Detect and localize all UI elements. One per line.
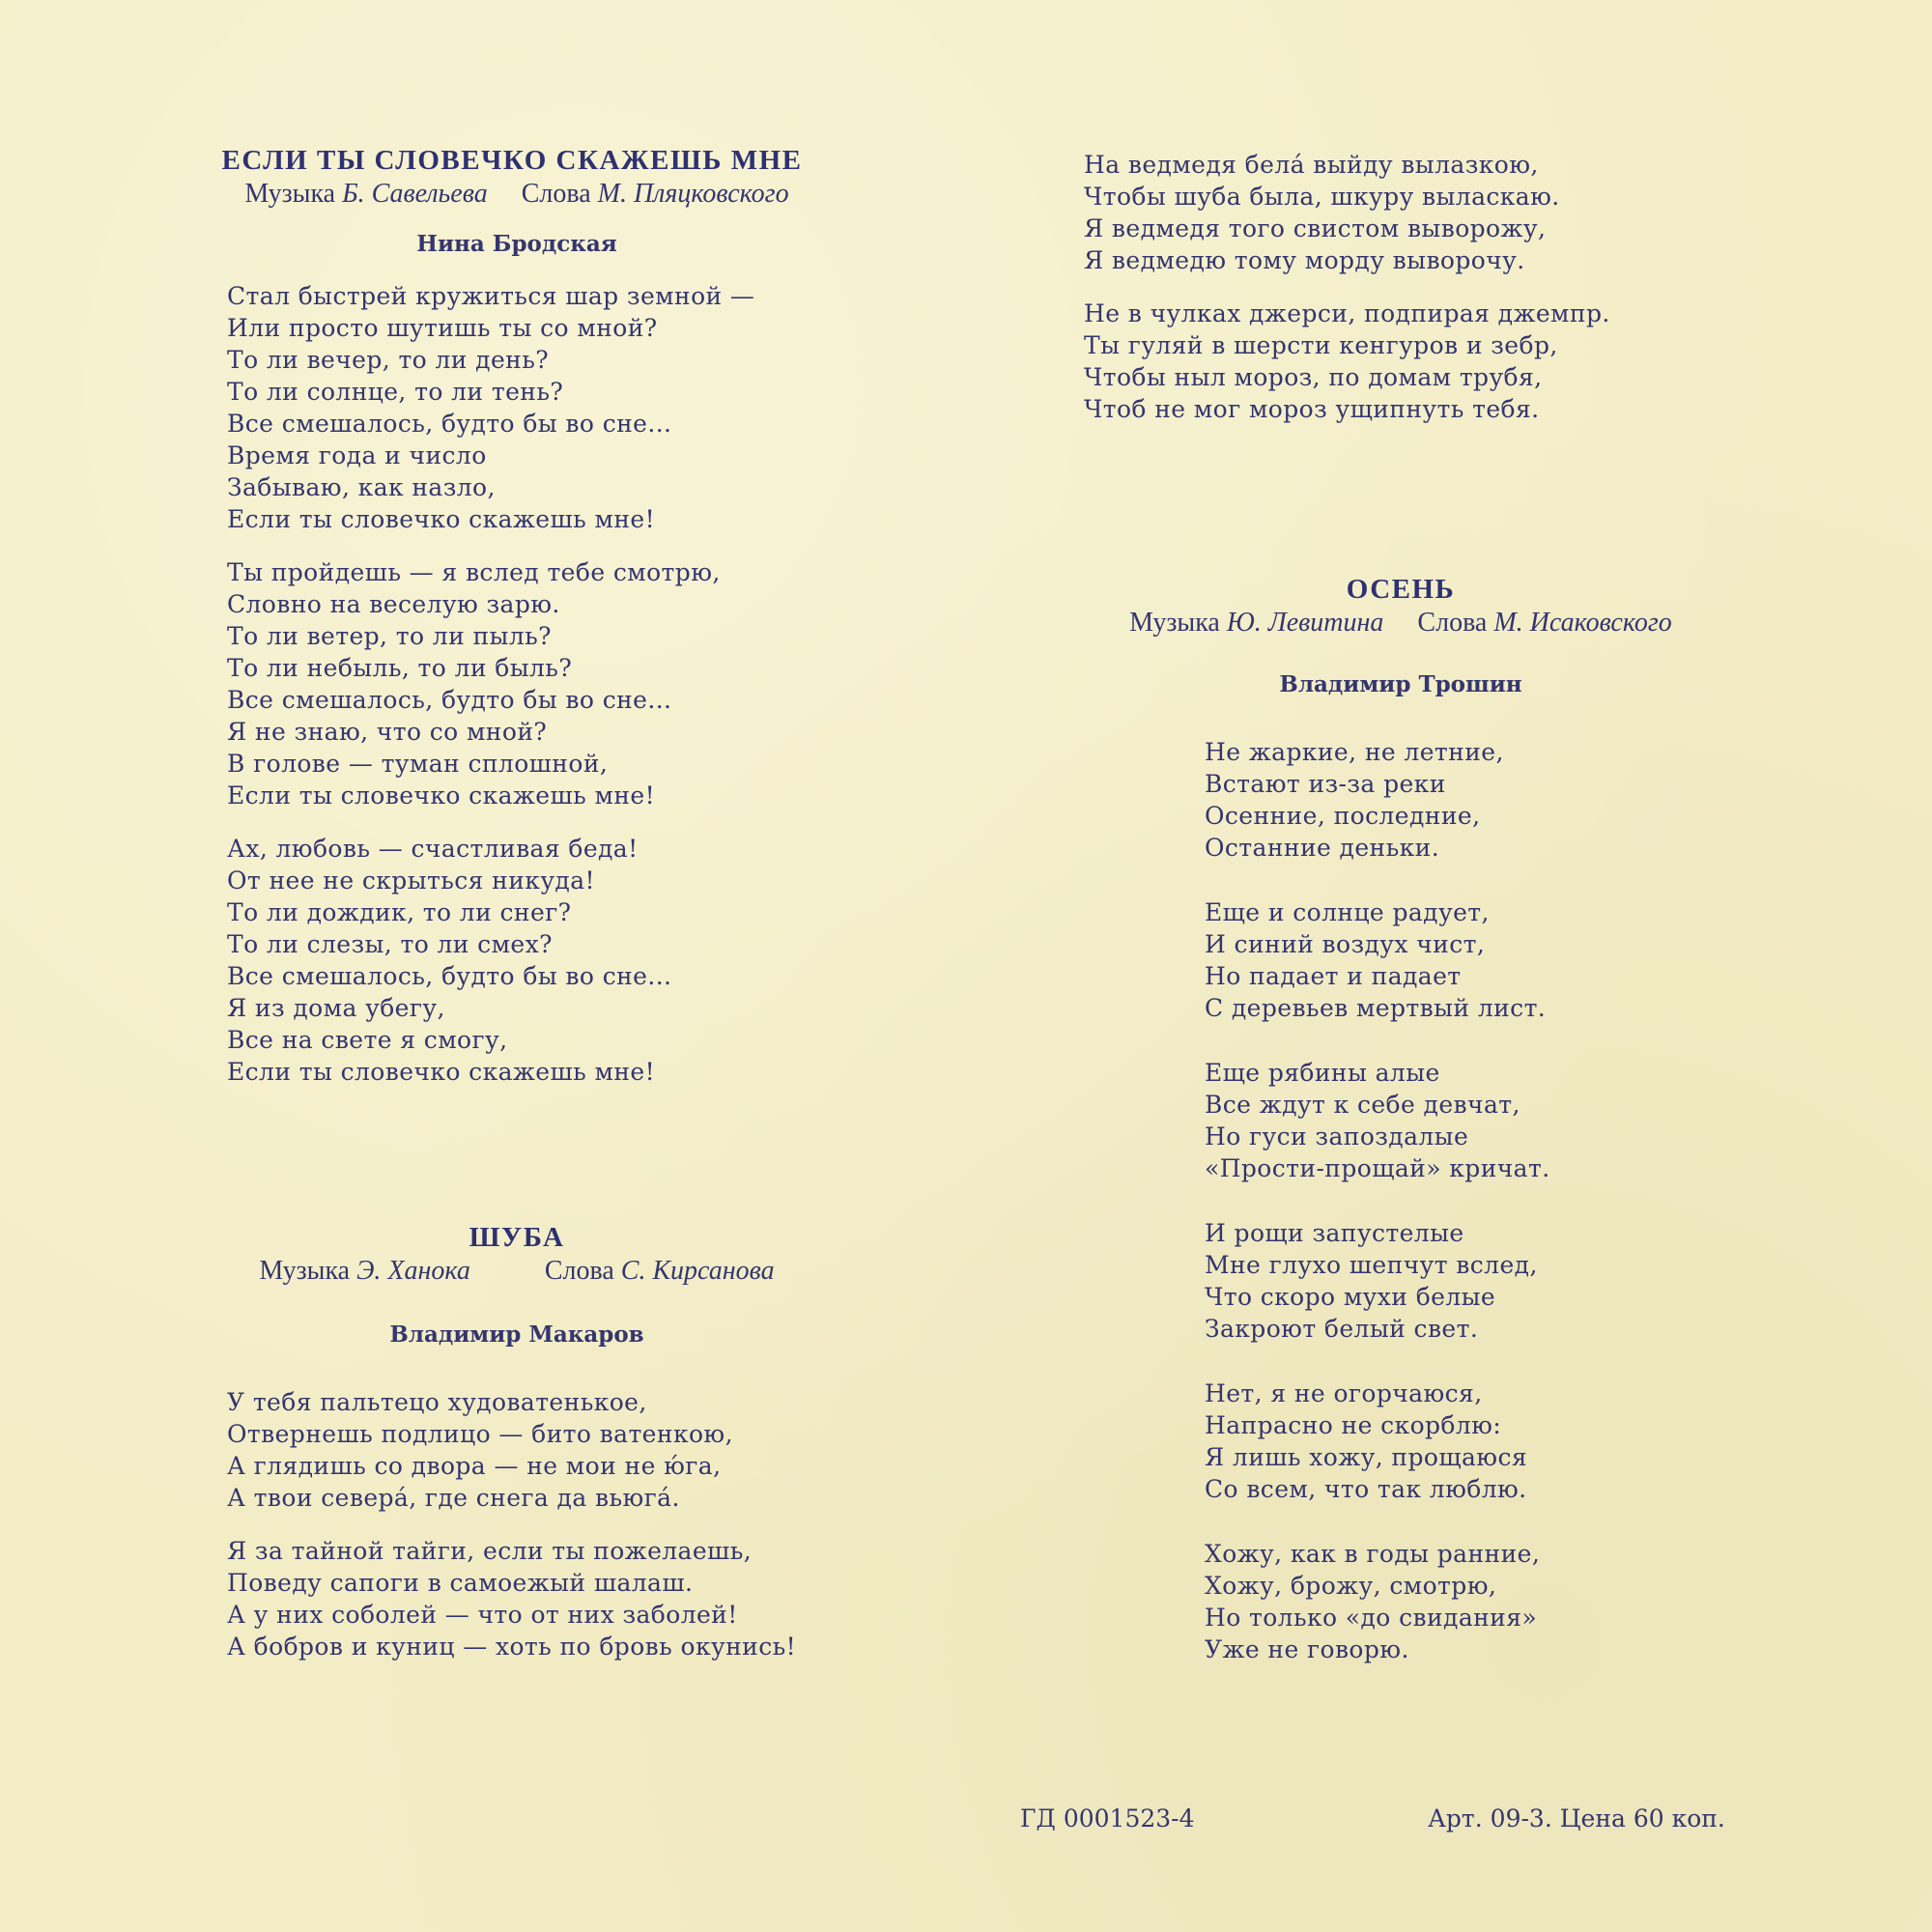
lyric-line: То ли вечер, то ли день?: [227, 346, 550, 374]
song-2-lyrics: [227, 1386, 908, 1662]
lyric-line: Со всем, что так люблю.: [1205, 1475, 1527, 1503]
lyric-line: Все смешалось, будто бы во сне...: [227, 962, 672, 990]
song-3-credits: [1014, 608, 1787, 639]
lyric-line: Все на свете я смогу,: [227, 1026, 508, 1054]
song-1-lyrics: [227, 280, 908, 1088]
song-2-title: ШУБА: [469, 1222, 565, 1253]
stanza: [1205, 1057, 1787, 1184]
stanza: [227, 280, 908, 535]
song-3: [1014, 574, 1787, 1665]
song-1-lyrics-label: Слова: [521, 179, 591, 209]
lyric-line: А глядишь со двора — не мои не ю́га,: [227, 1452, 722, 1480]
stanza: [1205, 1538, 1787, 1665]
lyric-line: Встают из-за реки: [1205, 770, 1446, 798]
lyric-line: А у них соболей — что от них заболей!: [227, 1601, 738, 1629]
lyric-line: Я из дома убегу,: [227, 994, 445, 1022]
lyric-line: Уже не говорю.: [1205, 1635, 1409, 1663]
song-1-title: ЕСЛИ ТЫ СЛОВЕЧКО СКАЖЕШЬ МНЕ: [221, 145, 803, 176]
lyric-line: Чтобы ныл мороз, по домам трубя,: [1084, 363, 1543, 391]
stanza: [1205, 736, 1787, 864]
lyric-line: Я лишь хожу, прощаюся: [1205, 1443, 1528, 1471]
stanza: [227, 833, 908, 1088]
song-2: [135, 1222, 908, 1662]
song-3-lyrics-author: М. Исаковского: [1493, 608, 1672, 638]
stanza: [1205, 1217, 1787, 1345]
lyric-line: «Прости-прощай» кричат.: [1205, 1154, 1550, 1182]
lyric-line: Отвернешь подлицо — бито ватенкою,: [227, 1420, 733, 1448]
lyric-line: С деревьев мертвый лист.: [1205, 994, 1547, 1022]
lyric-line: Если ты словечко скажешь мне!: [227, 1058, 656, 1086]
stanza: [1205, 896, 1787, 1024]
lyric-line: Я не знаю, что со мной?: [227, 718, 548, 746]
lyric-line: Закроют белый свет.: [1205, 1315, 1479, 1343]
song-3-performer: Владимир Трошин: [1279, 671, 1522, 697]
song-1-lyrics-author: М. Пляцковского: [597, 179, 789, 209]
lyric-line: То ли небыль, то ли быль?: [227, 654, 573, 682]
lyric-line: А твои севера́, где снега да вьюга́.: [227, 1484, 680, 1512]
catalog-number: ГД 0001523-4: [1020, 1804, 1195, 1833]
lyric-line: То ли солнце, то ли тень?: [227, 378, 564, 406]
song-1-performer: Нина Бродская: [416, 231, 617, 257]
lyric-line: Я за тайной тайги, если ты пожелаешь,: [227, 1537, 753, 1565]
lyric-line: Чтобы шуба была, шкуру выласкаю.: [1084, 183, 1560, 211]
lyric-line: Но падает и падает: [1205, 962, 1462, 990]
lyric-line: Все смешалось, будто бы во сне...: [227, 410, 672, 438]
song-2-lyrics-author: С. Кирсанова: [620, 1256, 775, 1286]
lyric-line: Не жаркие, не летние,: [1205, 738, 1504, 766]
lyric-line: От нее не скрыться никуда!: [227, 867, 595, 895]
song-1-credits: [126, 179, 908, 210]
song-1-music-author: Б. Савельева: [342, 179, 488, 209]
lyric-line: Я ведмедю тому морду выворочу.: [1084, 246, 1525, 274]
lyric-line: Если ты словечко скажешь мне!: [227, 781, 656, 810]
stanza: [1205, 1378, 1787, 1505]
song-2-lyrics-label: Слова: [544, 1256, 614, 1286]
song-2-credits: [126, 1256, 908, 1287]
lyric-line: Мне глухо шепчут вслед,: [1205, 1251, 1538, 1279]
lyric-line: Или просто шутишь ты со мной?: [227, 314, 658, 342]
lyric-line: У тебя пальтецо худоватенькое,: [227, 1388, 647, 1416]
song-2-continuation: [1084, 149, 1818, 425]
stanza: [227, 1386, 908, 1514]
lyric-line: Ты пройдешь — я вслед тебе смотрю,: [227, 558, 721, 586]
lyric-line: А бобров и куниц — хоть по бровь окунись!: [227, 1633, 797, 1661]
lyric-line: Чтоб не мог мороз ущипнуть тебя.: [1084, 395, 1540, 423]
lyric-line: Что скоро мухи белые: [1205, 1283, 1496, 1311]
lyric-line: Поведу сапоги в самоежый шалаш.: [227, 1569, 694, 1597]
song-3-music-label: Музыка: [1129, 608, 1220, 638]
song-3-music-author: Ю. Левитина: [1226, 608, 1384, 638]
song-2-music-author: Э. Ханока: [356, 1256, 470, 1286]
song-2-music-label: Музыка: [259, 1256, 351, 1286]
song-3-title: ОСЕНЬ: [1346, 574, 1456, 605]
lyric-line: Напрасно не скорблю:: [1205, 1411, 1502, 1439]
lyric-line: То ли дождик, то ли снег?: [227, 898, 572, 926]
lyric-line: Не в чулках джерси, подпирая джемпр.: [1084, 299, 1610, 327]
lyric-line: Еще рябины алые: [1205, 1059, 1440, 1087]
lyric-line: Ты гуляй в шерсти кенгуров и зебр,: [1084, 331, 1558, 359]
lyric-line: Я ведмедя того свистом выворожу,: [1084, 214, 1547, 242]
lyric-line: Осенние, последние,: [1205, 802, 1481, 830]
lyric-line: Словно на веселую зарю.: [227, 590, 560, 618]
lyric-line: Ах, любовь — счастливая беда!: [227, 835, 639, 863]
lyric-line: Останние деньки.: [1205, 834, 1440, 862]
lyric-line: И синий воздух чист,: [1205, 930, 1486, 958]
song-2-performer: Владимир Макаров: [389, 1321, 644, 1348]
song-3-lyrics: [1205, 736, 1787, 1665]
lyric-line: То ли ветер, то ли пыль?: [227, 622, 552, 650]
lyric-line: Если ты словечко скажешь мне!: [227, 505, 656, 533]
lyric-line: Еще и солнце радует,: [1205, 898, 1490, 926]
lyric-line: Но гуси запоздалые: [1205, 1122, 1469, 1151]
lyric-line: Нет, я не огорчаюся,: [1205, 1379, 1483, 1407]
lyric-line: На ведмедя бела́ выйду вылазкою,: [1084, 151, 1539, 179]
price-label: Арт. 09-3. Цена 60 коп.: [1428, 1804, 1725, 1833]
lyric-line: И рощи запустелые: [1205, 1219, 1464, 1247]
lyric-line: Хожу, как в годы ранние,: [1205, 1540, 1541, 1568]
lyric-line: Время года и число: [227, 441, 487, 469]
lyric-line: То ли слезы, то ли смех?: [227, 930, 553, 958]
lyric-line: Стал быстрей кружиться шар земной —: [227, 282, 755, 310]
stanza: [227, 556, 908, 811]
stanza: [227, 1535, 908, 1662]
lyric-line: Но только «до свидания»: [1205, 1604, 1538, 1632]
lyric-line: Все смешалось, будто бы во сне...: [227, 686, 672, 714]
stanza: [1084, 298, 1818, 425]
lyric-line: Хожу, брожу, смотрю,: [1205, 1572, 1497, 1600]
lyric-line: В голове — туман сплошной,: [227, 750, 609, 778]
song-1-music-label: Музыка: [244, 179, 336, 209]
song-3-lyrics-label: Слова: [1417, 608, 1488, 638]
lyric-line: Забываю, как назло,: [227, 473, 496, 501]
lyric-line: Все ждут к себе девчат,: [1205, 1091, 1520, 1119]
stanza: [1084, 149, 1818, 276]
song-1: [135, 145, 908, 1088]
